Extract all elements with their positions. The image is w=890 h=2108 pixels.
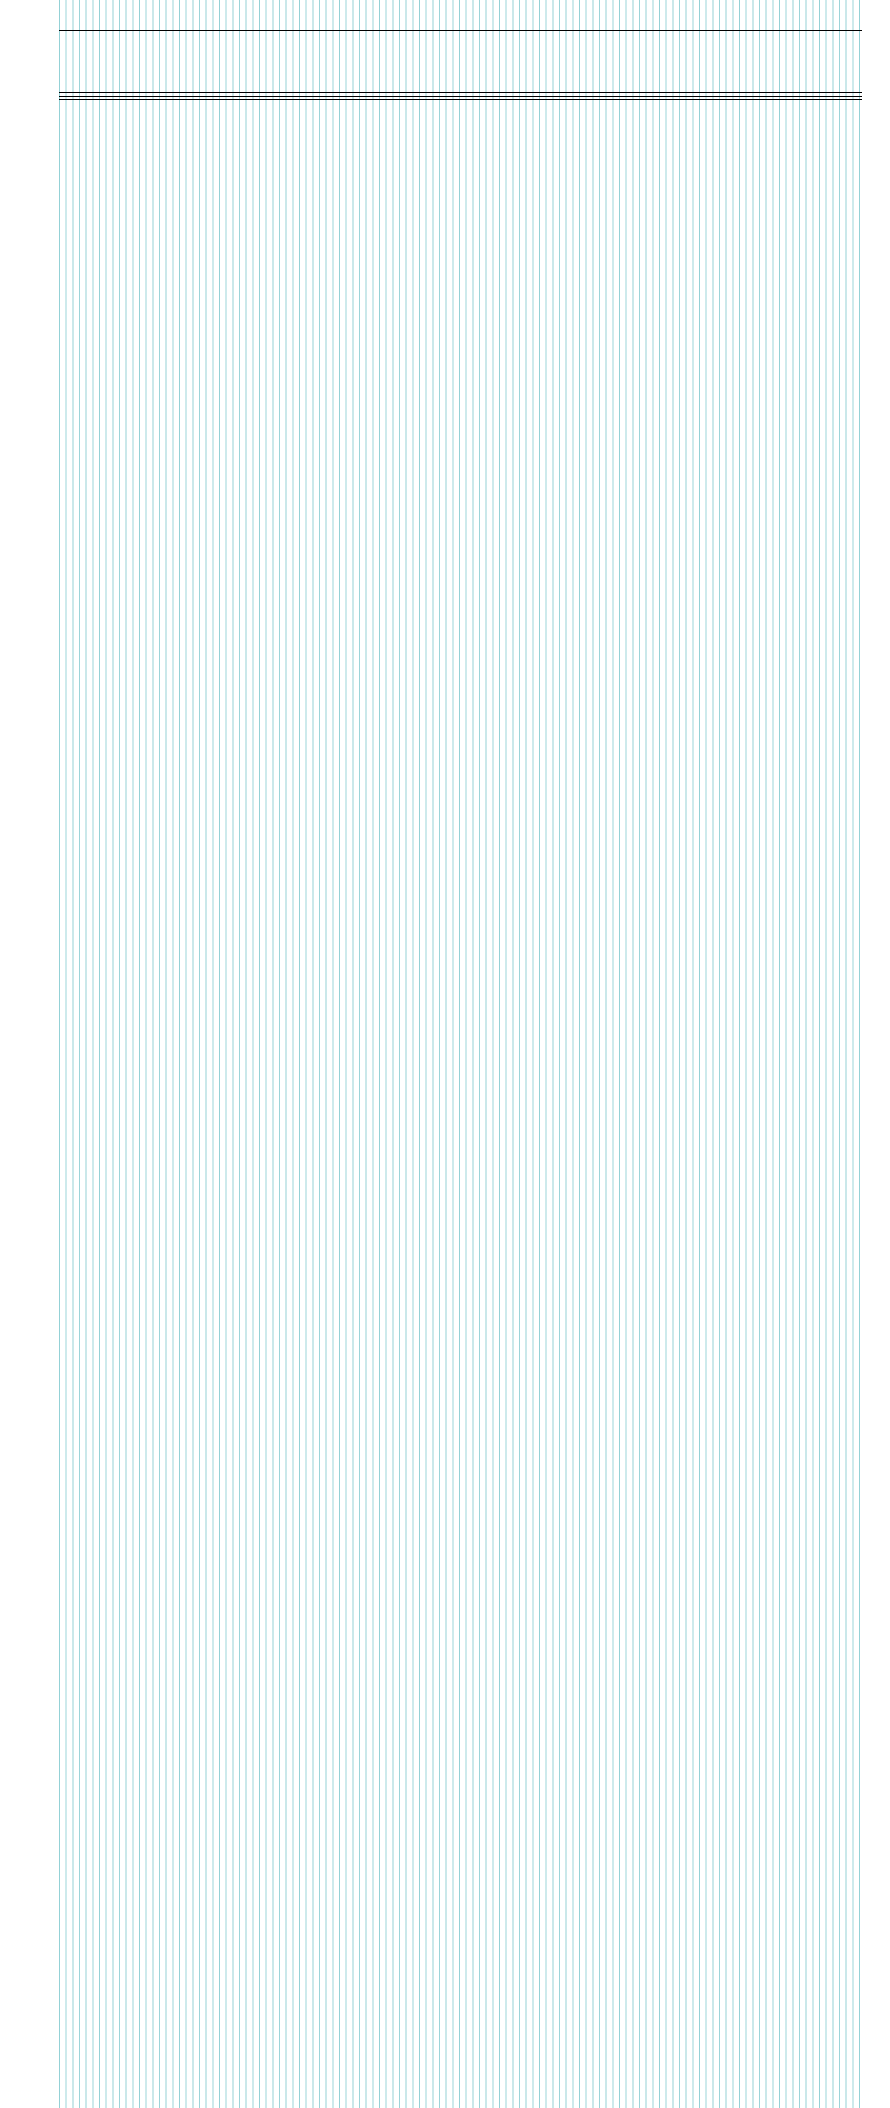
cytoband-line (59, 96, 862, 97)
cytoband-line (59, 92, 862, 93)
cytoband-line (59, 99, 862, 100)
ruler-axis-line (59, 30, 862, 31)
